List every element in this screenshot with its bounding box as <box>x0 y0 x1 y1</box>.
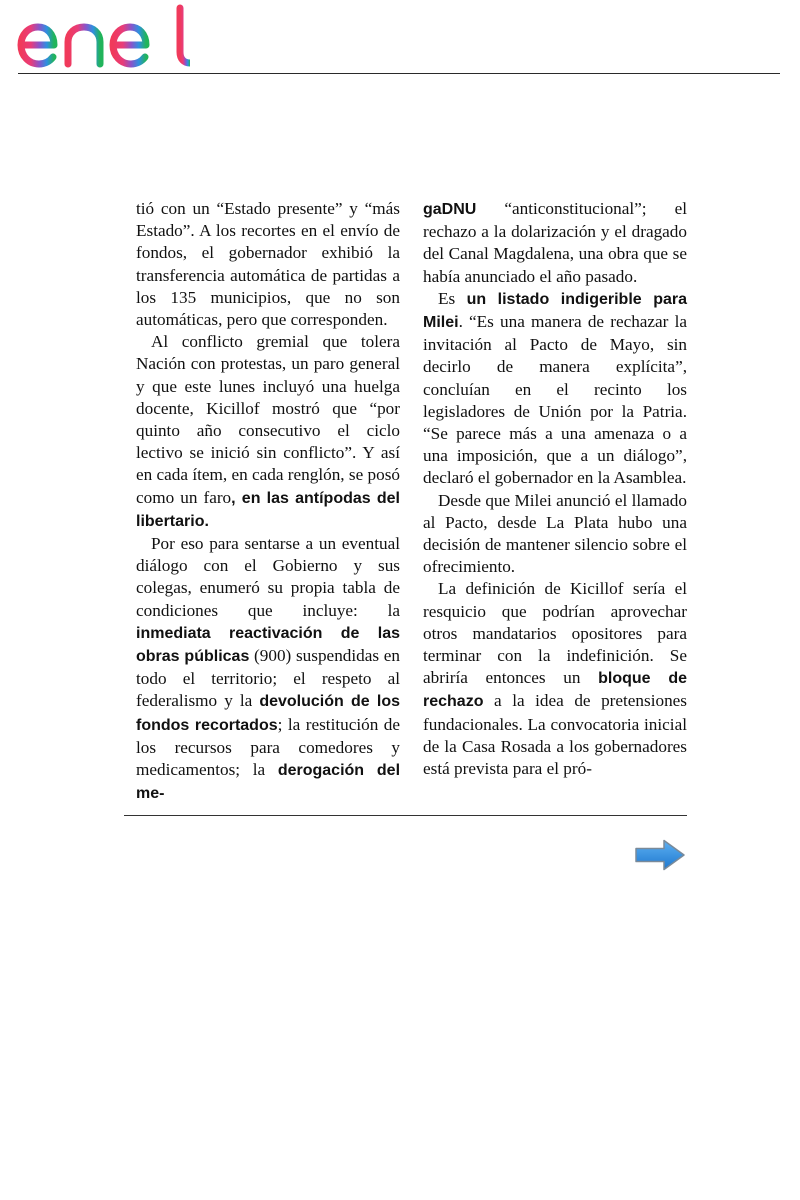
arrow-right-icon[interactable] <box>634 838 686 872</box>
paragraph <box>423 198 687 288</box>
paragraph <box>136 331 400 533</box>
bold-text: inmediata reactivación de las obras públicas <box>136 624 400 666</box>
article-column-left <box>136 198 400 805</box>
text-run: . “Es una manera de rechazar la invitación al Pacto de Mayo, sin decirlo de manera explícita”, concluían en el recinto los legisladores de Unión por la Patria. “Se parece más a una amenaza o a una imposición, que a un diálogo”, declaró el gobernador en la Asamblea. <box>423 312 687 488</box>
bold-text: devolución de los fondos recortados <box>136 693 400 734</box>
paragraph: tió con un “Estado presente” y “más Estado”. A los recortes en el envío de fondos, el gobernador exhibió la transferencia automática de partidas a los 135 municipios, que no son automáticas, pero que corresponden. <box>136 199 400 330</box>
text-run: ; la restitución de los recursos para comedores y medicamentos; la <box>136 714 400 780</box>
text-run: Es <box>438 288 467 308</box>
text-run: “anticonstitucional”; el rechazo a la dolarización y el dragado del Canal Magdalena, una obra que se había anunciado el año pasado. <box>423 199 687 286</box>
text-run: (900) suspendidas en todo el territorio; el respeto al federalismo y la <box>136 646 400 711</box>
bold-text: un listado indigerible para Milei <box>423 290 687 332</box>
bold-text: , en las antípodas del libertario. <box>136 489 400 530</box>
text-run: a la idea de pretensiones fundacionales. La convocatoria inicial de la Casa Rosada a los gobernadores está prevista para el pró- <box>423 691 687 779</box>
paragraph: Desde que Milei anunció el llamado al Pacto, desde La Plata hubo una decisión de mantener silencio sobre el ofrecimiento. <box>423 490 687 577</box>
paragraph <box>423 288 687 490</box>
paragraph <box>136 533 400 805</box>
text-run: Al conflicto gremial que tolera Nación con protestas, un paro general y que este lunes incluyó una huelga docente, Kicillof mostró que “por quinto año consecutivo el ciclo lectivo se inició sin conflicto”. Y así en cada ítem, en cada renglón, se posó como un faro <box>136 332 400 507</box>
bold-text: derogación del me- <box>136 762 401 803</box>
bold-text: bloque de rechazo <box>423 670 687 711</box>
article-column-right <box>423 198 687 780</box>
text-run: La definición de Kicillof sería el resquicio que podrían aprovechar otros mandatarios opositores para terminar con la indefinición. Se abriría entonces un <box>423 579 687 688</box>
paragraph <box>423 578 687 780</box>
text-run: Por eso para sentarse a un eventual diálogo con el Gobierno y sus colegas, enumeró su propia tabla de condiciones que incluye: la <box>136 534 400 620</box>
bold-text: gaDNU <box>423 201 477 218</box>
footer-divider <box>124 815 687 816</box>
enel-logo <box>14 4 190 70</box>
header-divider <box>18 73 780 74</box>
